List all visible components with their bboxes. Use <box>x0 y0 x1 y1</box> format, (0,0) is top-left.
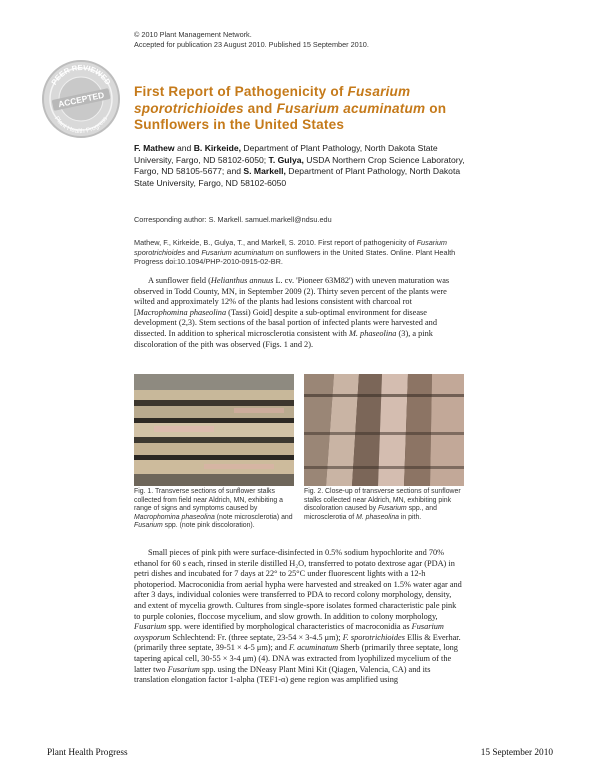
article-title <box>134 84 464 134</box>
author-block <box>134 143 474 189</box>
para-species: F. acuminatum <box>288 643 339 653</box>
para-species: Helianthus annuus <box>210 276 274 285</box>
caption-text: in pith. <box>398 513 422 521</box>
copyright-line: © 2010 Plant Management Network. <box>134 30 252 39</box>
author-affiliation: Department of Plant Pathology, North Dakota State University, Fargo, ND 58102-6050; <box>134 143 438 165</box>
para-species: M. phaseolina <box>348 328 397 338</box>
para-species: F. sporotrichioides <box>342 632 405 642</box>
para-species: Fusarium <box>134 622 167 632</box>
caption-text: Fig. 1. Transverse sections of sunflower stalks collected from field near Aldrich, MN, exhibiting a range of signs and symptoms caused by <box>134 488 283 513</box>
para-text: Ellis & Everhar. (primarily three septate, 39-51 × 4-5 μm); and <box>134 632 461 653</box>
footer-date: 15 September 2010 <box>480 748 553 758</box>
title-species-2: Fusarium acuminatum <box>276 100 426 116</box>
figure-1-caption <box>134 488 296 531</box>
author-name: S. Markell, <box>243 166 286 177</box>
title-text: First Report of Pathogenicity of <box>134 84 348 99</box>
citation-text: and <box>185 247 202 257</box>
paragraph-1 <box>134 276 464 350</box>
para-text: L. cv. 'Pioneer 63M82') with uneven maturation was observed in Todd County, MN, in September 2009 (2). Thirty seven percent of the plants were wilted and approximately 12% of the plants had lesions consistent with charcoal rot [ <box>134 276 450 317</box>
author-name: T. Gulya, <box>268 154 304 165</box>
title-species-1: Fusarium sporotrichioides <box>134 84 411 116</box>
seal-middle-text: ACCEPTED <box>57 89 106 110</box>
para-text: Schlechtend: Fr. (three septate, 23-54 × 3-4.5 μm); <box>170 632 343 642</box>
corresponding-author: Corresponding author: S. Markell. samuel.markell@ndsu.edu <box>134 215 332 224</box>
title-text: and <box>243 100 277 116</box>
seal-bottom-text: Plant Health Progress <box>52 115 110 136</box>
citation-text: Mathew, F., Kirkeide, B., Gulya, T., and Markell, S. 2010. First report of pathogenicity of <box>134 238 417 247</box>
figure-2-photo <box>304 374 464 486</box>
caption-text: (note microsclerotia) and <box>214 513 293 521</box>
para-text: (Tassi) Goid] despite a sub-optimal environment for disease development (2,3). Stem sections of the basal portion of infected plants were harvested and dissected. In addition to spherical microsclerotia consistent with <box>134 307 437 338</box>
citation-species: Fusarium sporotrichioides <box>134 238 447 257</box>
author-affiliation: USDA Northern Crop Science Laboratory, Fargo, ND 58105-5677; and <box>134 154 465 177</box>
para-species: Fusarium <box>167 664 200 674</box>
title-text: on Sunflowers in the United States <box>134 100 447 132</box>
para-species: Macrophomina phaseolina <box>136 307 227 317</box>
seal-top-text: PEER REVIEWED <box>49 62 113 87</box>
para-text: (3), a pink discoloration of the pith was observed (Figs. 1 and 2). <box>134 328 433 349</box>
caption-species: Fusarium <box>377 505 407 513</box>
para-text: A sunflower field ( <box>148 276 211 285</box>
caption-species: Fusarium <box>134 522 163 530</box>
para-text: spp. were identified by morphological characteristics of macroconidia as <box>166 622 412 632</box>
seal-icon <box>40 58 122 140</box>
author-affiliation: Department of Plant Pathology, North Dakota State University, Fargo, ND 58102-6050 <box>134 166 461 188</box>
figure-1-photo <box>134 374 294 486</box>
header <box>134 30 494 49</box>
accepted-line: Accepted for publication 23 August 2010. Published 15 September 2010. <box>134 39 369 49</box>
peer-reviewed-seal <box>40 58 122 140</box>
paragraph-2 <box>134 548 464 686</box>
citation-text: on sunflowers in the United States. Online. Plant Health Progress doi:10.1094/PHP-2010-0915-02-BR. <box>134 247 456 267</box>
para-species: Fusarium oxysporum <box>134 622 444 642</box>
caption-species: Macrophomina phaseolina <box>134 513 215 521</box>
caption-species: M. phaseolina <box>356 513 399 521</box>
author-name: B. Kirkeide, <box>193 143 242 153</box>
para-text: spp. using the DNeasy Plant Mini Kit (Qiagen, Valencia, CA) and its translation elongation factor 1-alpha (TEF1-α) gene region was amplified using <box>134 664 431 685</box>
footer-journal: Plant Health Progress <box>47 748 128 758</box>
citation-species: Fusarium acuminatum <box>201 247 274 257</box>
author-name: F. Mathew <box>134 143 175 153</box>
para-text: Sherb (primarily three septate, long tapering apical cell, 30-55 × 3-4 μm) (4). DNA was extracted from lyophilized mycelium of the latter two <box>134 643 458 674</box>
citation <box>134 238 466 267</box>
author-sep: and <box>174 143 194 153</box>
caption-text: spp., and microsclerotia of <box>304 505 437 521</box>
caption-text: spp. (note pink discoloration). <box>162 522 255 530</box>
para-text: Small pieces of pink pith were surface-disinfected in 0.5% sodium hypochlorite and 70% ethanol for 60 s each, rinsed in sterile distilled H₂O, transferred to potato dextrose agar (PDA) in petri dishes and incubated for 7 days at 22° to 25°C under fluorescent lights with a 12-h photoperiod. Macroconidia from aerial hypha were harvested and streaked on 1.5% water agar and after 3 days, individual colonies were transferred to PDA to record colony morphology, density, and extent of mycelia growth. Cultures from single-spore isolates formed characteristic pale pink to purple colonies, floccose mycelium, and slow growth. In addition to colony morphology, <box>134 548 462 621</box>
caption-text: Fig. 2. Close-up of transverse sections of sunflower stalks collected near Aldrich, MN, exhibiting pink discoloration caused by <box>304 488 461 513</box>
figure-2-caption <box>304 488 466 522</box>
